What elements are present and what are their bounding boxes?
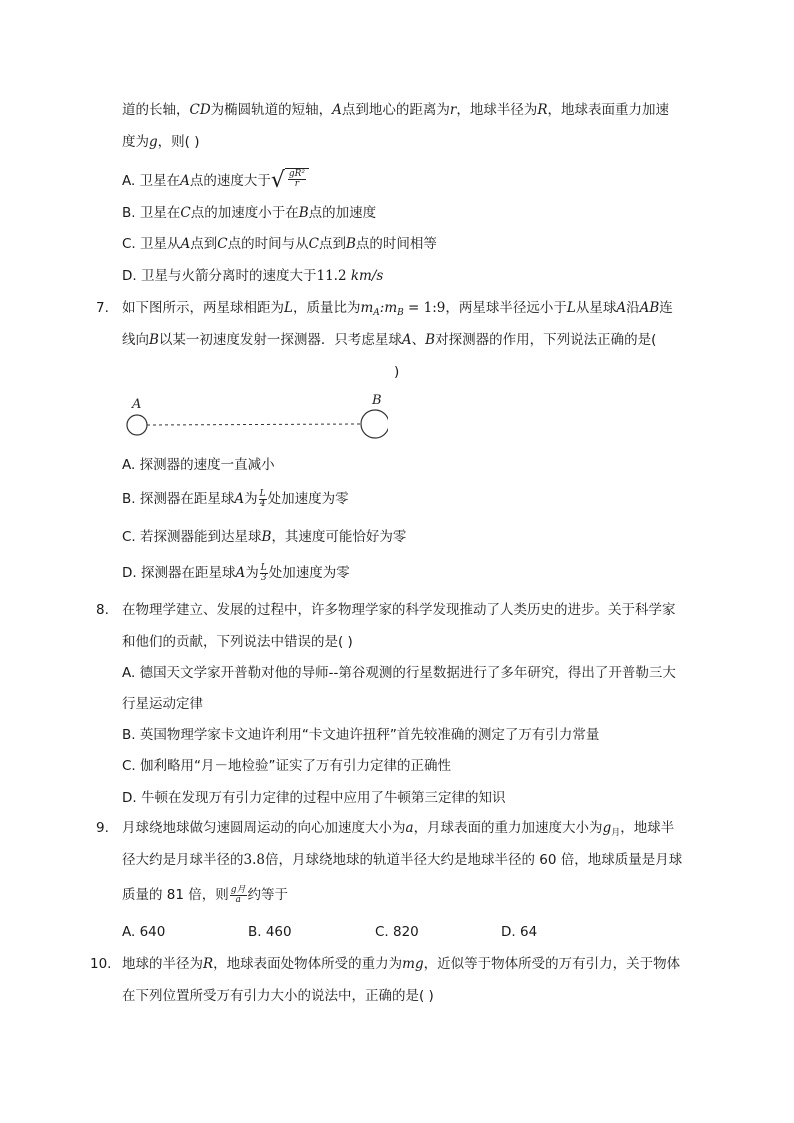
q10-stem-line2: 在下列位置所受万有引力大小的说法中，正确的是( ): [122, 988, 434, 1004]
sqrt-expression: √ $\frac{\text{gR²}}{r}$: [271, 168, 309, 194]
q6-stem-line2: 度为g，则( ): [122, 134, 200, 150]
q8-stem-line1: 在物理学建立、发展的过程中，许多物理学家的科学发现推动了人类历史的进步。关于科学家: [122, 602, 676, 618]
q8-option-a-line1[interactable]: A. 德国天文学家开普勒对他的导师--第谷观测的行星数据进行了多年研究，得出了开普勒三大: [122, 665, 676, 681]
q6-option-d[interactable]: D. 卫星与火箭分离时的速度大于11.2 km/s: [122, 268, 384, 284]
fig-label-b: B: [372, 393, 382, 408]
q6-stem-line1: 道的长轴，CD为椭圆轨道的短轴，A点到地心的距离为r，地球半径为R，地球表面重力加速: [122, 102, 670, 118]
star-b-circle: [361, 410, 388, 438]
q9-number: 9.: [96, 820, 109, 836]
q9-option-c[interactable]: C. 820: [375, 924, 419, 940]
q6-option-c[interactable]: C. 卫星从A点到C点的时间与从C点到B点的时间相等: [122, 236, 437, 252]
q6-option-a[interactable]: A. 卫星在A点的速度大于 √ $\frac{\text{gR²}}{r}$: [122, 168, 309, 194]
q9-option-d[interactable]: D. 64: [501, 924, 538, 940]
q7-option-c[interactable]: C. 若探测器能到达星球B，其速度可能恰好为零: [122, 529, 407, 545]
q6-option-b[interactable]: B. 卫星在C点的加速度小于在B点的加速度: [122, 205, 377, 221]
q7-option-a[interactable]: A. 探测器的速度一直减小: [122, 457, 275, 473]
q8-option-b[interactable]: B. 英国物理学家卡文迪许利用“卡文迪许扭秤”首先较准确的测定了万有引力常量: [122, 727, 600, 743]
q8-stem-line2: 和他们的贡献，下列说法中错误的是( ): [122, 634, 353, 650]
two-star-figure: [118, 390, 388, 440]
q8-option-c[interactable]: C. 伽利略用“月－地检验”证实了万有引力定律的正确性: [122, 758, 451, 774]
q8-option-a-line2: 行星运动定律: [122, 696, 203, 712]
q8-number: 8.: [96, 602, 109, 618]
q7-stem-line1: 如下图所示，两星球相距为L，质量比为$m_A:m_B$ = 1:9，两星球半径远小于L从星球A沿AB连: [122, 300, 673, 318]
q10-stem-line1: 地球的半径为R，地球表面处物体所受的重力为mg，近似等于物体所受的万有引力，关于物体: [122, 956, 681, 972]
q8-option-d[interactable]: D. 牛顿在发现万有引力定律的过程中应用了牛顿第三定律的知识: [122, 790, 506, 806]
q10-number: 10.: [90, 956, 112, 972]
q9-stem-line2: 径大约是月球半径的3.8倍，月球绕地球的轨道半径大约是地球半径的 60 倍，地球质量是月球: [122, 852, 683, 868]
q7-stem-line2: 线向B以某一初速度发射一探测器．只考虑星球A、B对探测器的作用，下列说法正确的是(: [122, 332, 657, 348]
star-a-circle: [127, 415, 147, 435]
q9-option-b[interactable]: B. 460: [248, 924, 292, 940]
q9-stem-line1: 月球绕地球做匀速圆周运动的向心加速度大小为a，月球表面的重力加速度大小为$g_月$，地球半: [122, 820, 675, 838]
q7-stem-line3: ): [394, 364, 400, 380]
q7-option-d[interactable]: D. 探测器在距星球A为 $\frac{L}{3}$ 处加速度为零: [122, 562, 350, 583]
q9-stem-line3: 质量的 81 倍，则 $\frac{\text{g月}}{a}$ 约等于: [122, 884, 289, 905]
fig-label-a: A: [132, 397, 142, 412]
q7-option-b[interactable]: B. 探测器在距星球A为 $\frac{L}{4}$ 处加速度为零: [122, 488, 349, 509]
q7-number: 7.: [96, 300, 109, 316]
dashed-connector: [147, 424, 361, 425]
q9-option-a[interactable]: A. 640: [122, 924, 166, 940]
